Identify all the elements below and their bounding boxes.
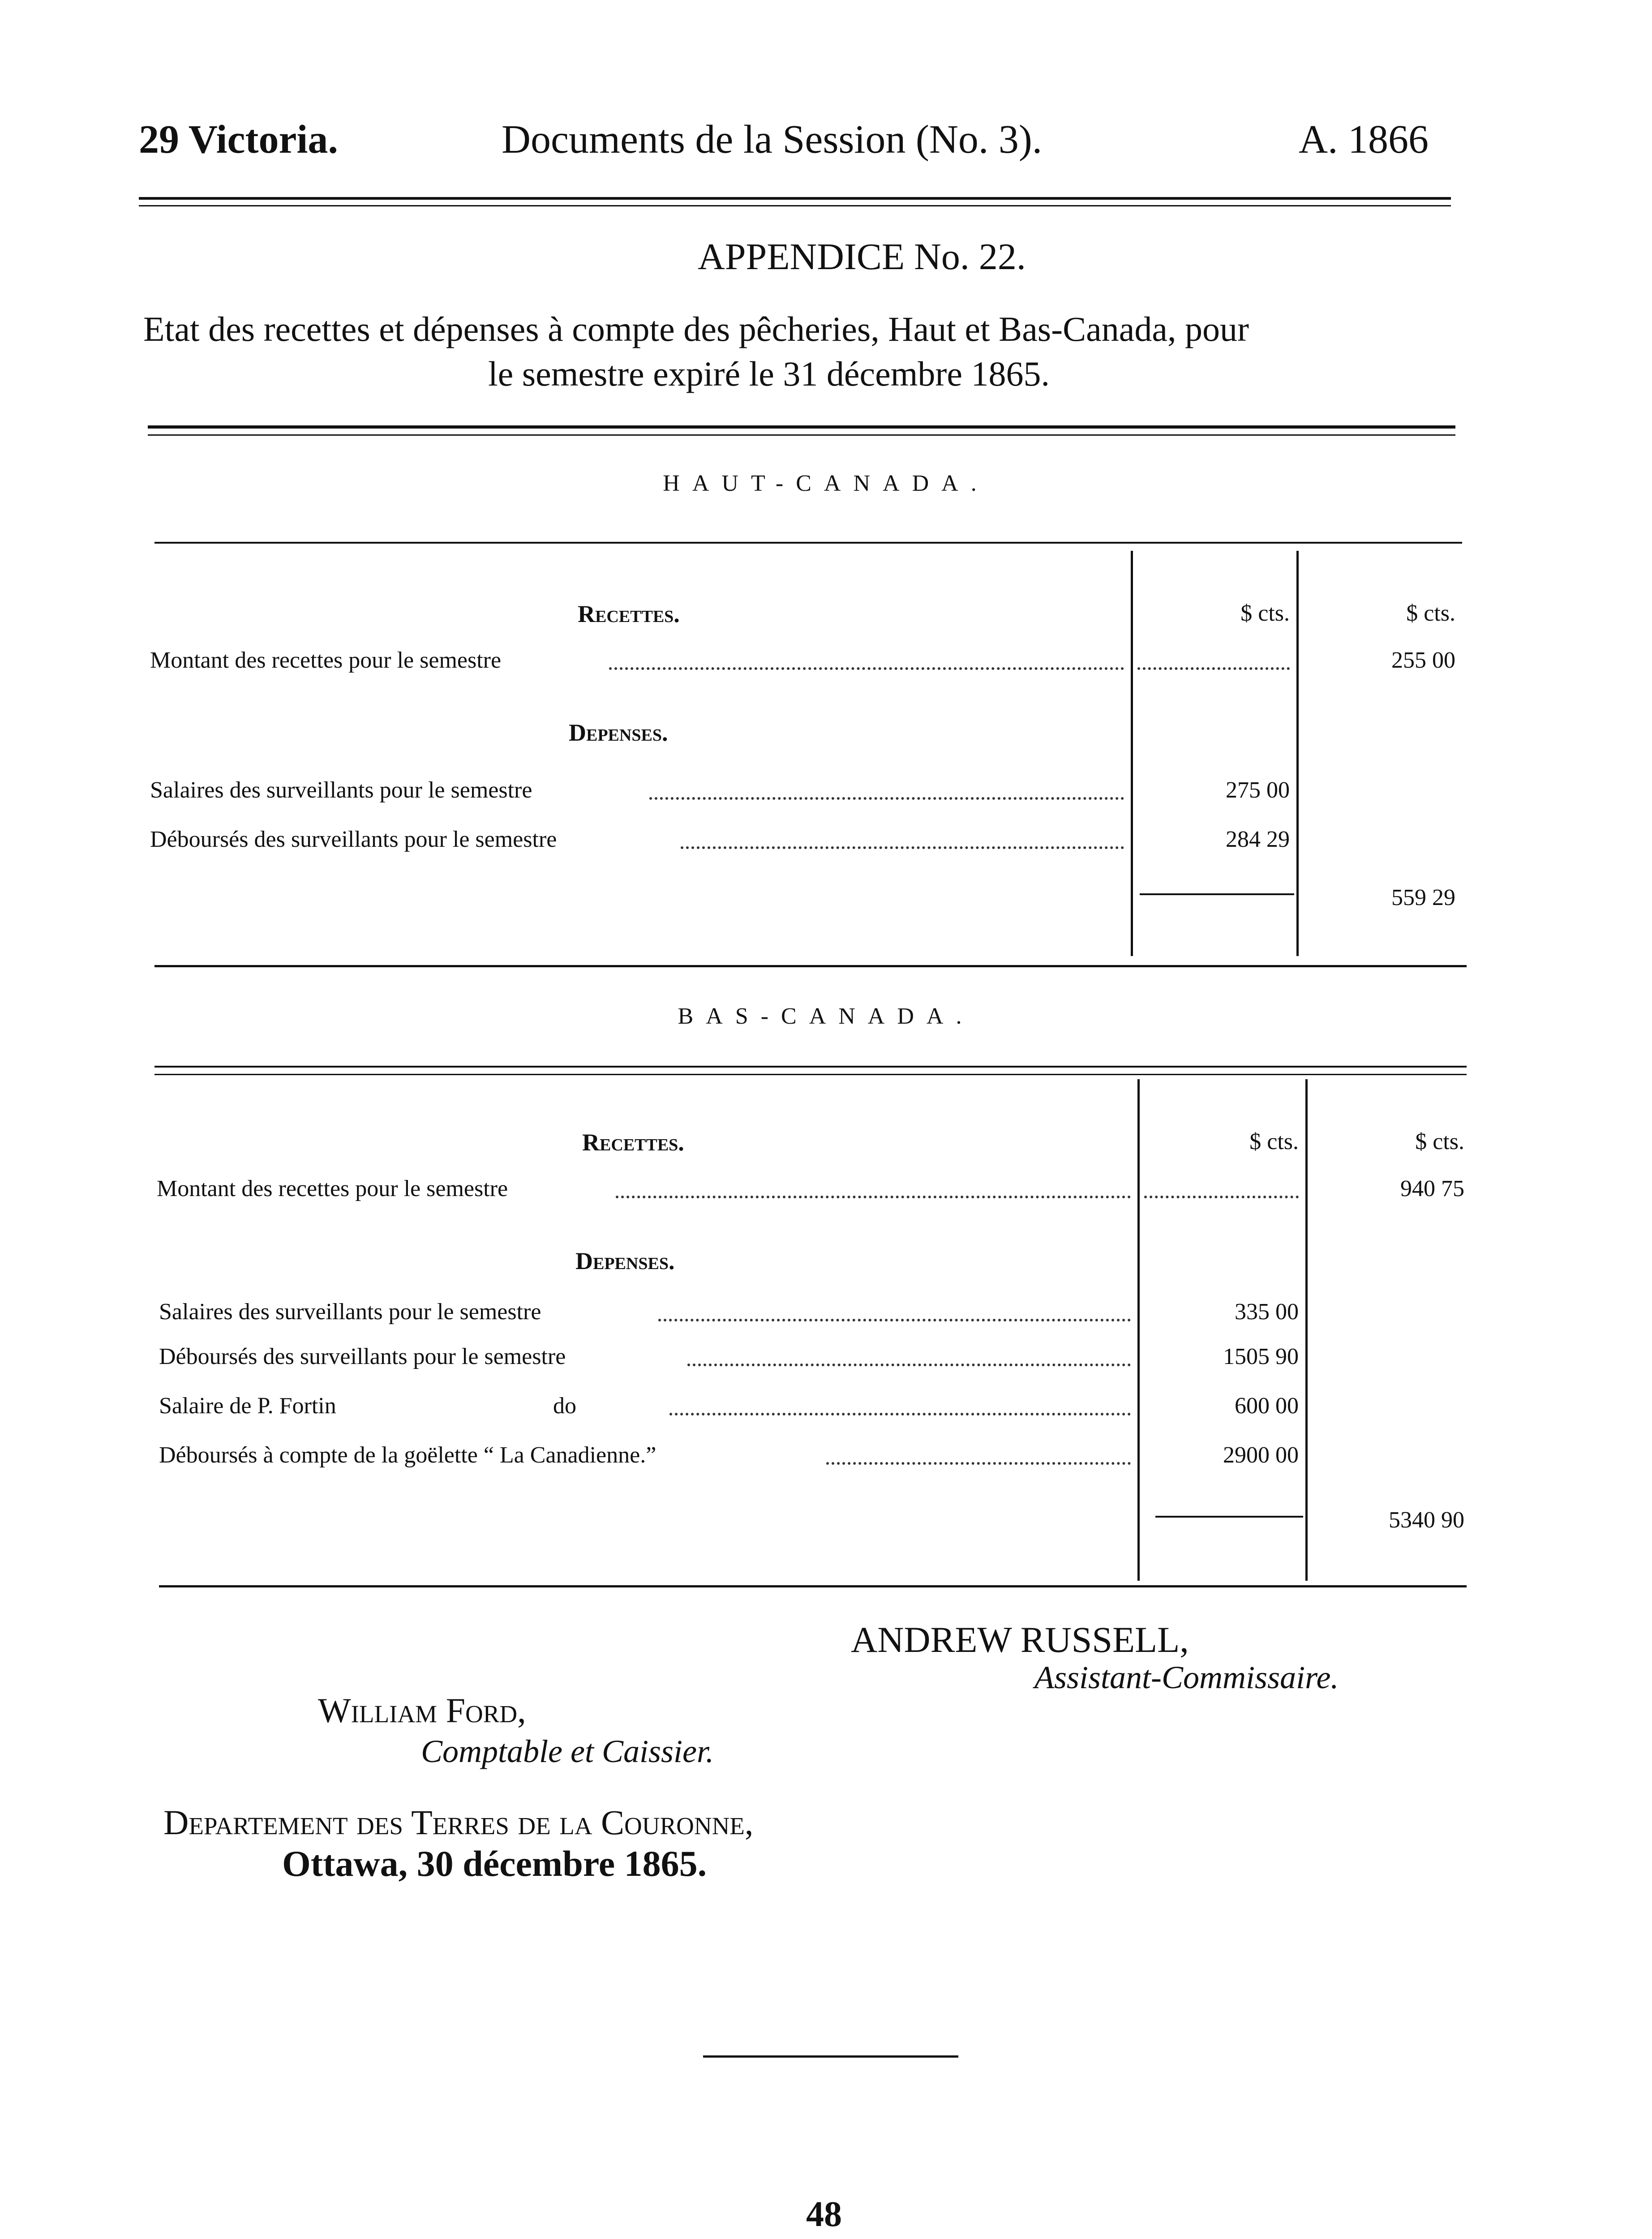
bas-row-fortin-amount: 600 00 [1235, 1393, 1299, 1419]
statement-rule-top [148, 425, 1455, 429]
bas-canada-end-rule [159, 1585, 1467, 1587]
haut-col1-header: $ cts. [1240, 600, 1290, 626]
bas-row-debourses-amount: 1505 90 [1223, 1344, 1299, 1369]
header-rule-top [139, 197, 1451, 200]
header-right: A. 1866 [1299, 117, 1429, 162]
bas-recettes-heading: Recettes. [582, 1129, 684, 1156]
statement-line-2: le semestre expiré le 31 décembre 1865. [488, 354, 1050, 393]
haut-depenses-heading: Depenses. [569, 719, 668, 746]
haut-row-salaires-leader [649, 797, 1124, 800]
bas-col1-left-line [1137, 1079, 1140, 1581]
commissioner-name: ANDREW RUSSELL, [851, 1619, 1189, 1660]
haut-row-debourses-amount: 284 29 [1226, 827, 1290, 852]
department-name: Departement des Terres de la Couronne, [163, 1803, 754, 1842]
bas-canada-head-rule-2 [154, 1074, 1467, 1075]
haut-canada-head-rule [154, 542, 1462, 544]
bas-row-salaires-label: Salaires des surveillants pour le semestre [159, 1299, 541, 1325]
bas-row-goelette-label: Déboursés à compte de la goëlette “ La Canadienne.” [159, 1442, 657, 1468]
statement-rule-bottom [148, 434, 1455, 436]
commissioner-title: Assistant-Commissaire. [1034, 1660, 1339, 1695]
haut-row-recettes-leader [609, 667, 1124, 670]
statement-line-1: Etat des recettes et dépenses à compte des pêcheries, Haut et Bas-Canada, pour [143, 309, 1249, 348]
haut-col1-left-line [1131, 551, 1133, 956]
bas-canada-title: BAS-CANADA. [678, 1004, 974, 1029]
haut-canada-end-rule [154, 965, 1467, 967]
accountant-name: William Ford, [318, 1691, 526, 1730]
haut-row-recettes-amount: 255 00 [1391, 648, 1455, 673]
bas-row-debourses-leader [687, 1364, 1131, 1366]
haut-row-debourses-label: Déboursés des surveillants pour le semestre [150, 827, 557, 852]
haut-subtotal-rule [1140, 893, 1294, 895]
appendix-title: APPENDICE No. 22. [698, 236, 1026, 278]
header-center: Documents de la Session (No. 3). [502, 117, 1043, 162]
header-left: 29 Victoria. [139, 117, 338, 162]
header-rule-bottom [139, 205, 1451, 206]
haut-col1-blank-leader [1137, 667, 1290, 670]
footer-rule [703, 2055, 958, 2058]
bas-row-goelette-amount: 2900 00 [1223, 1442, 1299, 1468]
bas-col2-header: $ cts. [1415, 1129, 1464, 1154]
page-number: 48 [806, 2195, 842, 2234]
haut-row-recettes-label: Montant des recettes pour le semestre [150, 648, 502, 673]
haut-row-salaires-amount: 275 00 [1226, 777, 1290, 803]
bas-canada-head-rule-1 [154, 1066, 1467, 1068]
bas-row-goelette-leader [826, 1462, 1131, 1465]
haut-total-amount: 559 29 [1391, 885, 1455, 910]
bas-row-fortin-ditto: do [553, 1393, 576, 1419]
bas-row-debourses-label: Déboursés des surveillants pour le semestre [159, 1344, 566, 1369]
place-date: Ottawa, 30 décembre 1865. [282, 1843, 707, 1884]
bas-subtotal-rule [1155, 1516, 1303, 1518]
bas-col1-header: $ cts. [1249, 1129, 1299, 1154]
bas-row-salaires-leader [658, 1319, 1131, 1321]
haut-col1-right-line [1296, 551, 1299, 956]
accountant-title: Comptable et Caissier. [421, 1733, 714, 1769]
bas-col1-right-line [1305, 1079, 1308, 1581]
haut-row-debourses-leader [681, 846, 1124, 849]
haut-canada-title: HAUT-CANADA. [663, 471, 989, 496]
haut-recettes-heading: Recettes. [578, 600, 680, 627]
bas-row-fortin-leader [669, 1413, 1131, 1415]
bas-row-salaires-amount: 335 00 [1235, 1299, 1299, 1325]
bas-depenses-heading: Depenses. [575, 1248, 675, 1274]
bas-col1-blank-leader [1144, 1196, 1299, 1198]
bas-row-recettes-leader [616, 1196, 1131, 1198]
bas-row-recettes-label: Montant des recettes pour le semestre [157, 1176, 508, 1201]
haut-row-salaires-label: Salaires des surveillants pour le semestre [150, 777, 532, 803]
bas-row-recettes-amount: 940 75 [1400, 1176, 1464, 1201]
bas-row-fortin-label: Salaire de P. Fortin [159, 1393, 336, 1419]
bas-total-amount: 5340 90 [1389, 1507, 1464, 1533]
haut-col2-header: $ cts. [1406, 600, 1455, 626]
